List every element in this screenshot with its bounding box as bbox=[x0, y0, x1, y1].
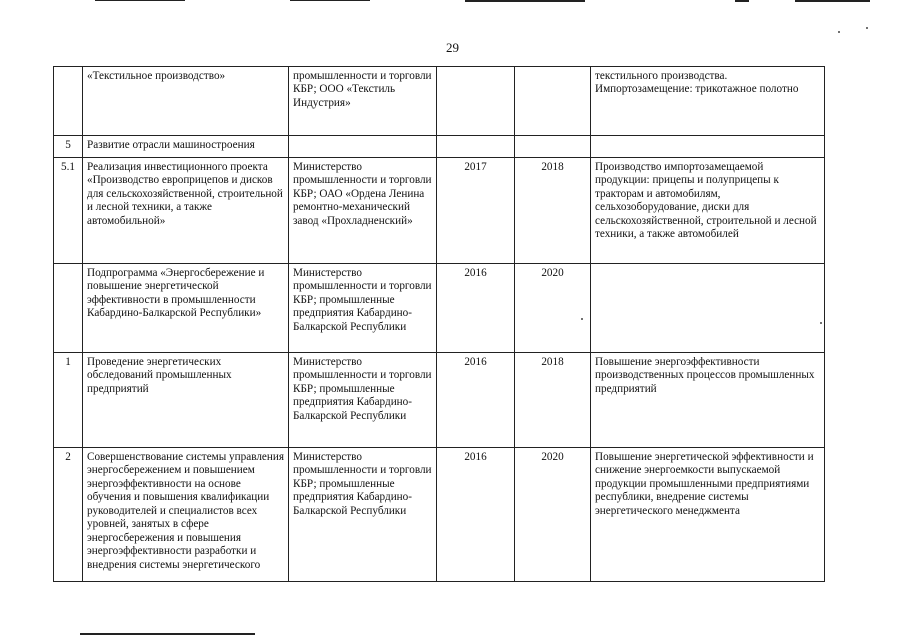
cell-measure-name: Реализация инвестиционного проекта «Производство европрицепов и дисков для сельскохозяйственной, строительной и лесной техники, а также автомобильной» bbox=[83, 158, 289, 264]
scan-dot bbox=[866, 27, 868, 29]
scan-mark-top-3 bbox=[465, 0, 585, 2]
cell-start-year: 2016 bbox=[437, 264, 515, 353]
cell-number: 2 bbox=[54, 448, 83, 582]
cell-number: 5.1 bbox=[54, 158, 83, 264]
cell-executor: промышленности и торговли КБР; ООО «Текстиль Индустрия» bbox=[289, 67, 437, 136]
cell-executor: Министерство промышленности и торговли КБР; промышленные предприятия Кабардино-Балкарской Республики bbox=[289, 353, 437, 448]
cell-end-year: 2020 bbox=[515, 448, 591, 582]
table-row bbox=[54, 67, 825, 136]
scan-mark-top-4 bbox=[735, 0, 749, 2]
cell-measure-name: Проведение энергетических обследований промышленных предприятий bbox=[83, 353, 289, 448]
scan-dot bbox=[838, 31, 840, 33]
scan-mark-bottom bbox=[80, 633, 255, 635]
cell-start-year: 2016 bbox=[437, 353, 515, 448]
page-number: 29 bbox=[446, 40, 459, 55]
cell-end-year: 2020 bbox=[515, 264, 591, 353]
cell-start-year: 2016 bbox=[437, 448, 515, 582]
cell-number bbox=[54, 67, 83, 136]
scan-mark-top-2 bbox=[290, 0, 370, 1]
table-row bbox=[54, 264, 825, 353]
cell-number bbox=[54, 264, 83, 353]
cell-number: 1 bbox=[54, 353, 83, 448]
cell-result: Повышение энергоэффективности производственных процессов промышленных предприятий bbox=[591, 353, 825, 448]
cell-number: 5 bbox=[54, 136, 83, 158]
table-row bbox=[54, 136, 825, 158]
cell-start-year: 2017 bbox=[437, 158, 515, 264]
cell-end-year bbox=[515, 136, 591, 158]
table-row bbox=[54, 158, 825, 264]
cell-measure-name: Подпрограмма «Энергосбережение и повышение энергетической эффективности в промышленности Кабардино-Балкарской Республики» bbox=[83, 264, 289, 353]
cell-measure-name: Развитие отрасли машиностроения bbox=[83, 136, 289, 158]
cell-measure-name: «Текстильное производство» bbox=[83, 67, 289, 136]
cell-executor: Министерство промышленности и торговли КБР; промышленные предприятия Кабардино-Балкарской Республики bbox=[289, 448, 437, 582]
cell-result: Повышение энергетической эффективности и снижение энергоемкости выпускаемой продукции промышленными предприятиями республики, внедрение системы энергетического менеджмента bbox=[591, 448, 825, 582]
cell-end-year: 2018 bbox=[515, 158, 591, 264]
measures-table bbox=[53, 66, 825, 582]
cell-end-year bbox=[515, 67, 591, 136]
cell-start-year bbox=[437, 136, 515, 158]
table-row bbox=[54, 448, 825, 582]
scan-mark-top-5 bbox=[795, 0, 870, 2]
cell-result: Производство импортозамещаемой продукции: прицепы и полуприцепы к тракторам и автомобилям, сельхозоборудование, диски для сельскохозяйственной, строительной и лесной техники, а также автомобилей bbox=[591, 158, 825, 264]
cell-executor: Министерство промышленности и торговли КБР; ОАО «Ордена Ленина ремонтно-механический завод «Прохладненский» bbox=[289, 158, 437, 264]
cell-executor bbox=[289, 136, 437, 158]
cell-executor: Министерство промышленности и торговли КБР; промышленные предприятия Кабардино-Балкарской Республики bbox=[289, 264, 437, 353]
cell-measure-name: Совершенствование системы управления энергосбережением и повышением энергоэффективности на основе обучения и повышения квалификации руководителей и специалистов всех уровней, занятых в сфере энергосбережения и повышения энергоэффективности разработки и внедрения системы энергетического bbox=[83, 448, 289, 582]
table-row bbox=[54, 353, 825, 448]
scan-mark-top-1 bbox=[95, 0, 185, 1]
cell-result: текстильного производства. Импортозамещение: трикотажное полотно bbox=[591, 67, 825, 136]
cell-end-year: 2018 bbox=[515, 353, 591, 448]
cell-result bbox=[591, 136, 825, 158]
cell-start-year bbox=[437, 67, 515, 136]
cell-result bbox=[591, 264, 825, 353]
